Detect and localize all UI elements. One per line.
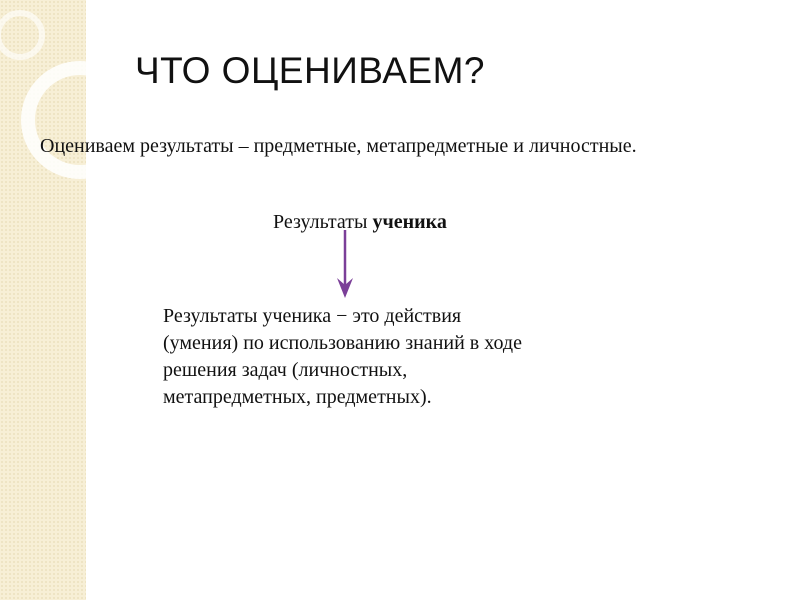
definition-line: метапредметных, предметных). [163,386,432,408]
intro-text: Оцениваем результаты – предметные, метапредметные и личностные. [40,135,637,157]
subtitle-bold: ученика [372,211,447,233]
definition-line: (умения) по использованию знаний в ходе [163,332,522,354]
slide-title: ЧТО ОЦЕНИВАЕМ? [135,50,486,91]
definition-text [163,303,663,411]
subtitle-normal: Результаты [273,211,373,233]
definition-line: решения задач (личностных, [163,359,408,381]
definition-line: Результаты ученика − это действия [163,305,462,327]
ring-decoration-icon [0,0,200,200]
down-arrow-icon [331,228,359,300]
subtitle [273,211,447,234]
